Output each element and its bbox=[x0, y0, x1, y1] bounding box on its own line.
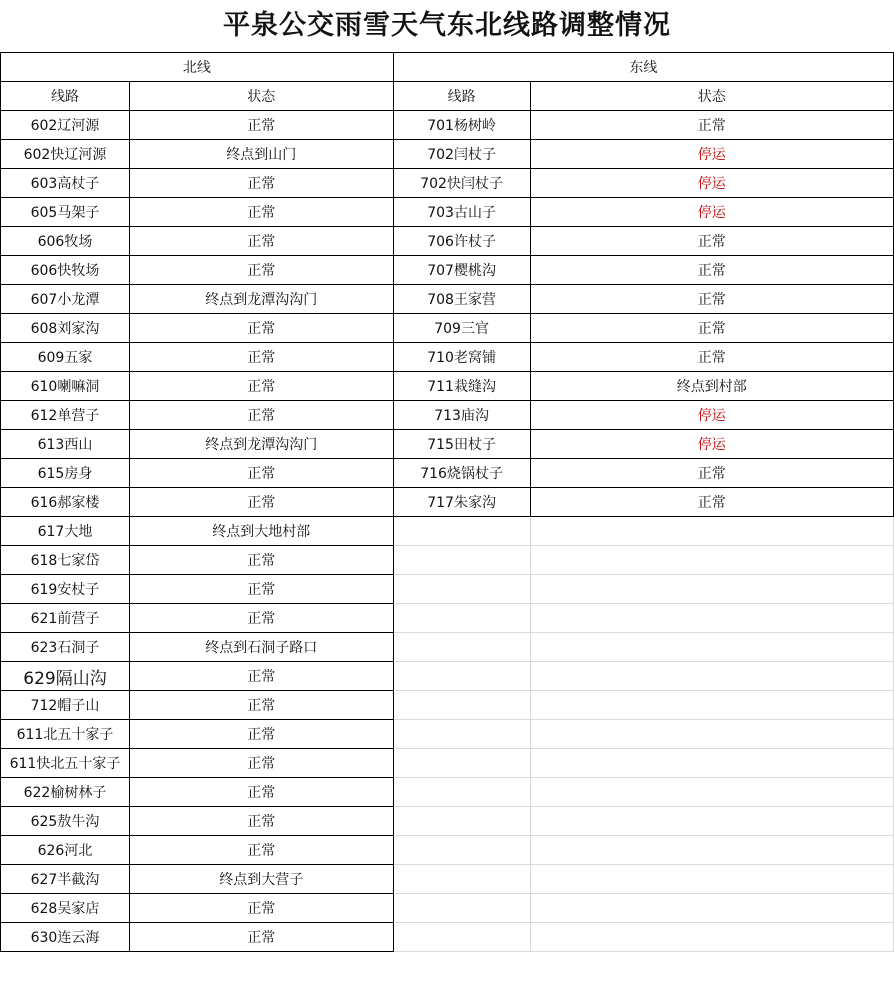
north-status-cell: 正常 bbox=[129, 923, 393, 952]
empty-cell bbox=[393, 517, 530, 546]
east-route-header: 线路 bbox=[393, 82, 530, 111]
east-status-cell: 停运 bbox=[530, 401, 893, 430]
north-status-cell: 正常 bbox=[129, 662, 393, 691]
north-route-cell: 608刘家沟 bbox=[1, 314, 130, 343]
table-row bbox=[1, 256, 894, 285]
table-row bbox=[1, 430, 894, 459]
east-status-cell: 正常 bbox=[530, 314, 893, 343]
page-title: 平泉公交雨雪天气东北线路调整情况 bbox=[223, 10, 671, 41]
east-route-cell: 701杨树岭 bbox=[393, 111, 530, 140]
north-route-cell: 607小龙潭 bbox=[1, 285, 130, 314]
north-status-cell: 终点到龙潭沟沟门 bbox=[129, 285, 393, 314]
north-status-cell: 正常 bbox=[129, 546, 393, 575]
empty-cell bbox=[393, 604, 530, 633]
table-row bbox=[1, 169, 894, 198]
north-route-cell: 628吴家店 bbox=[1, 894, 130, 923]
north-route-cell: 622榆树林子 bbox=[1, 778, 130, 807]
north-route-cell: 616郝家楼 bbox=[1, 488, 130, 517]
east-route-cell: 702快闫杖子 bbox=[393, 169, 530, 198]
north-status-cell: 正常 bbox=[129, 807, 393, 836]
east-status-cell: 正常 bbox=[530, 459, 893, 488]
east-status-cell: 正常 bbox=[530, 343, 893, 372]
empty-cell bbox=[393, 836, 530, 865]
east-route-cell: 710老窝铺 bbox=[393, 343, 530, 372]
north-route-cell: 606牧场 bbox=[1, 227, 130, 256]
east-route-cell: 703古山子 bbox=[393, 198, 530, 227]
north-status-cell: 正常 bbox=[129, 488, 393, 517]
empty-cell bbox=[393, 749, 530, 778]
table-row bbox=[1, 720, 894, 749]
north-route-cell: 602快辽河源 bbox=[1, 140, 130, 169]
table-row bbox=[1, 314, 894, 343]
column-header-row bbox=[1, 82, 894, 111]
empty-cell bbox=[393, 691, 530, 720]
empty-cell bbox=[530, 691, 893, 720]
table-row bbox=[1, 517, 894, 546]
east-route-cell: 708王家营 bbox=[393, 285, 530, 314]
table-row bbox=[1, 894, 894, 923]
table-row bbox=[1, 807, 894, 836]
table-row bbox=[1, 604, 894, 633]
east-status-header: 状态 bbox=[530, 82, 893, 111]
empty-cell bbox=[393, 575, 530, 604]
east-status-cell: 正常 bbox=[530, 227, 893, 256]
north-route-cell: 611快北五十家子 bbox=[1, 749, 130, 778]
table-row bbox=[1, 459, 894, 488]
table-row bbox=[1, 111, 894, 140]
east-route-cell: 715田杖子 bbox=[393, 430, 530, 459]
empty-cell bbox=[530, 633, 893, 662]
north-route-cell: 610喇嘛洞 bbox=[1, 372, 130, 401]
north-route-cell: 623石洞子 bbox=[1, 633, 130, 662]
table-row bbox=[1, 923, 894, 952]
north-status-cell: 正常 bbox=[129, 256, 393, 285]
north-status-cell: 正常 bbox=[129, 198, 393, 227]
north-route-cell: 609五家 bbox=[1, 343, 130, 372]
north-status-cell: 正常 bbox=[129, 227, 393, 256]
empty-cell bbox=[530, 517, 893, 546]
empty-cell bbox=[393, 923, 530, 952]
north-route-cell: 619安杖子 bbox=[1, 575, 130, 604]
table-row bbox=[1, 546, 894, 575]
north-route-cell: 615房身 bbox=[1, 459, 130, 488]
table-row bbox=[1, 285, 894, 314]
east-route-cell: 717朱家沟 bbox=[393, 488, 530, 517]
north-status-cell: 正常 bbox=[129, 372, 393, 401]
north-section-header: 北线 bbox=[1, 53, 394, 82]
east-route-cell: 707樱桃沟 bbox=[393, 256, 530, 285]
north-route-cell: 618七家岱 bbox=[1, 546, 130, 575]
east-section-header: 东线 bbox=[393, 53, 893, 82]
empty-cell bbox=[393, 807, 530, 836]
north-route-header: 线路 bbox=[1, 82, 130, 111]
east-status-cell: 停运 bbox=[530, 198, 893, 227]
north-status-cell: 正常 bbox=[129, 575, 393, 604]
east-status-cell: 停运 bbox=[530, 140, 893, 169]
table-row bbox=[1, 140, 894, 169]
empty-cell bbox=[530, 865, 893, 894]
north-route-cell: 630连云海 bbox=[1, 923, 130, 952]
table-row bbox=[1, 227, 894, 256]
table-row bbox=[1, 575, 894, 604]
north-status-cell: 正常 bbox=[129, 169, 393, 198]
route-table bbox=[0, 52, 894, 952]
east-route-cell: 713庙沟 bbox=[393, 401, 530, 430]
north-status-cell: 终点到龙潭沟沟门 bbox=[129, 430, 393, 459]
empty-cell bbox=[530, 546, 893, 575]
north-status-cell: 终点到大营子 bbox=[129, 865, 393, 894]
table-row bbox=[1, 836, 894, 865]
north-status-cell: 终点到山门 bbox=[129, 140, 393, 169]
empty-cell bbox=[393, 720, 530, 749]
north-route-cell: 627半截沟 bbox=[1, 865, 130, 894]
empty-cell bbox=[530, 807, 893, 836]
east-status-cell: 停运 bbox=[530, 430, 893, 459]
east-status-cell: 终点到村部 bbox=[530, 372, 893, 401]
north-status-cell: 正常 bbox=[129, 691, 393, 720]
empty-cell bbox=[530, 575, 893, 604]
north-route-cell: 629隔山沟 bbox=[1, 662, 130, 691]
empty-cell bbox=[393, 546, 530, 575]
east-status-cell: 正常 bbox=[530, 256, 893, 285]
north-status-cell: 终点到大地村部 bbox=[129, 517, 393, 546]
empty-cell bbox=[530, 778, 893, 807]
empty-cell bbox=[393, 865, 530, 894]
north-status-cell: 正常 bbox=[129, 836, 393, 865]
table-row bbox=[1, 401, 894, 430]
east-route-cell: 711栽缝沟 bbox=[393, 372, 530, 401]
east-status-cell: 正常 bbox=[530, 285, 893, 314]
north-route-cell: 626河北 bbox=[1, 836, 130, 865]
table-row bbox=[1, 778, 894, 807]
table-row bbox=[1, 691, 894, 720]
north-status-cell: 正常 bbox=[129, 604, 393, 633]
east-route-cell: 702闫杖子 bbox=[393, 140, 530, 169]
north-route-cell: 621前营子 bbox=[1, 604, 130, 633]
empty-cell bbox=[530, 749, 893, 778]
north-status-cell: 正常 bbox=[129, 111, 393, 140]
table-row bbox=[1, 749, 894, 778]
table-row bbox=[1, 198, 894, 227]
north-status-cell: 正常 bbox=[129, 894, 393, 923]
table-row bbox=[1, 488, 894, 517]
north-route-cell: 712帽子山 bbox=[1, 691, 130, 720]
north-route-cell: 602辽河源 bbox=[1, 111, 130, 140]
empty-cell bbox=[393, 662, 530, 691]
empty-cell bbox=[393, 894, 530, 923]
east-status-cell: 正常 bbox=[530, 111, 893, 140]
north-route-cell: 611北五十家子 bbox=[1, 720, 130, 749]
empty-cell bbox=[530, 662, 893, 691]
east-route-cell: 716烧锅杖子 bbox=[393, 459, 530, 488]
north-status-cell: 正常 bbox=[129, 459, 393, 488]
north-route-cell: 617大地 bbox=[1, 517, 130, 546]
north-route-cell: 625敖牛沟 bbox=[1, 807, 130, 836]
north-route-cell: 606快牧场 bbox=[1, 256, 130, 285]
north-status-cell: 正常 bbox=[129, 778, 393, 807]
north-status-cell: 正常 bbox=[129, 720, 393, 749]
north-status-cell: 正常 bbox=[129, 314, 393, 343]
north-route-cell: 612单营子 bbox=[1, 401, 130, 430]
east-route-cell: 706许杖子 bbox=[393, 227, 530, 256]
north-status-cell: 正常 bbox=[129, 401, 393, 430]
east-route-cell: 709三官 bbox=[393, 314, 530, 343]
empty-cell bbox=[393, 778, 530, 807]
empty-cell bbox=[393, 633, 530, 662]
empty-cell bbox=[530, 894, 893, 923]
north-status-cell: 正常 bbox=[129, 749, 393, 778]
north-status-header: 状态 bbox=[129, 82, 393, 111]
north-route-cell: 613西山 bbox=[1, 430, 130, 459]
empty-cell bbox=[530, 720, 893, 749]
table-row bbox=[1, 865, 894, 894]
east-status-cell: 正常 bbox=[530, 488, 893, 517]
north-status-cell: 正常 bbox=[129, 343, 393, 372]
section-header-row bbox=[1, 53, 894, 82]
north-route-cell: 603高杖子 bbox=[1, 169, 130, 198]
table-row bbox=[1, 343, 894, 372]
table-row bbox=[1, 662, 894, 691]
north-route-cell: 605马架子 bbox=[1, 198, 130, 227]
empty-cell bbox=[530, 604, 893, 633]
table-row bbox=[1, 633, 894, 662]
empty-cell bbox=[530, 923, 893, 952]
north-status-cell: 终点到石洞子路口 bbox=[129, 633, 393, 662]
table-row bbox=[1, 372, 894, 401]
empty-cell bbox=[530, 836, 893, 865]
east-status-cell: 停运 bbox=[530, 169, 893, 198]
